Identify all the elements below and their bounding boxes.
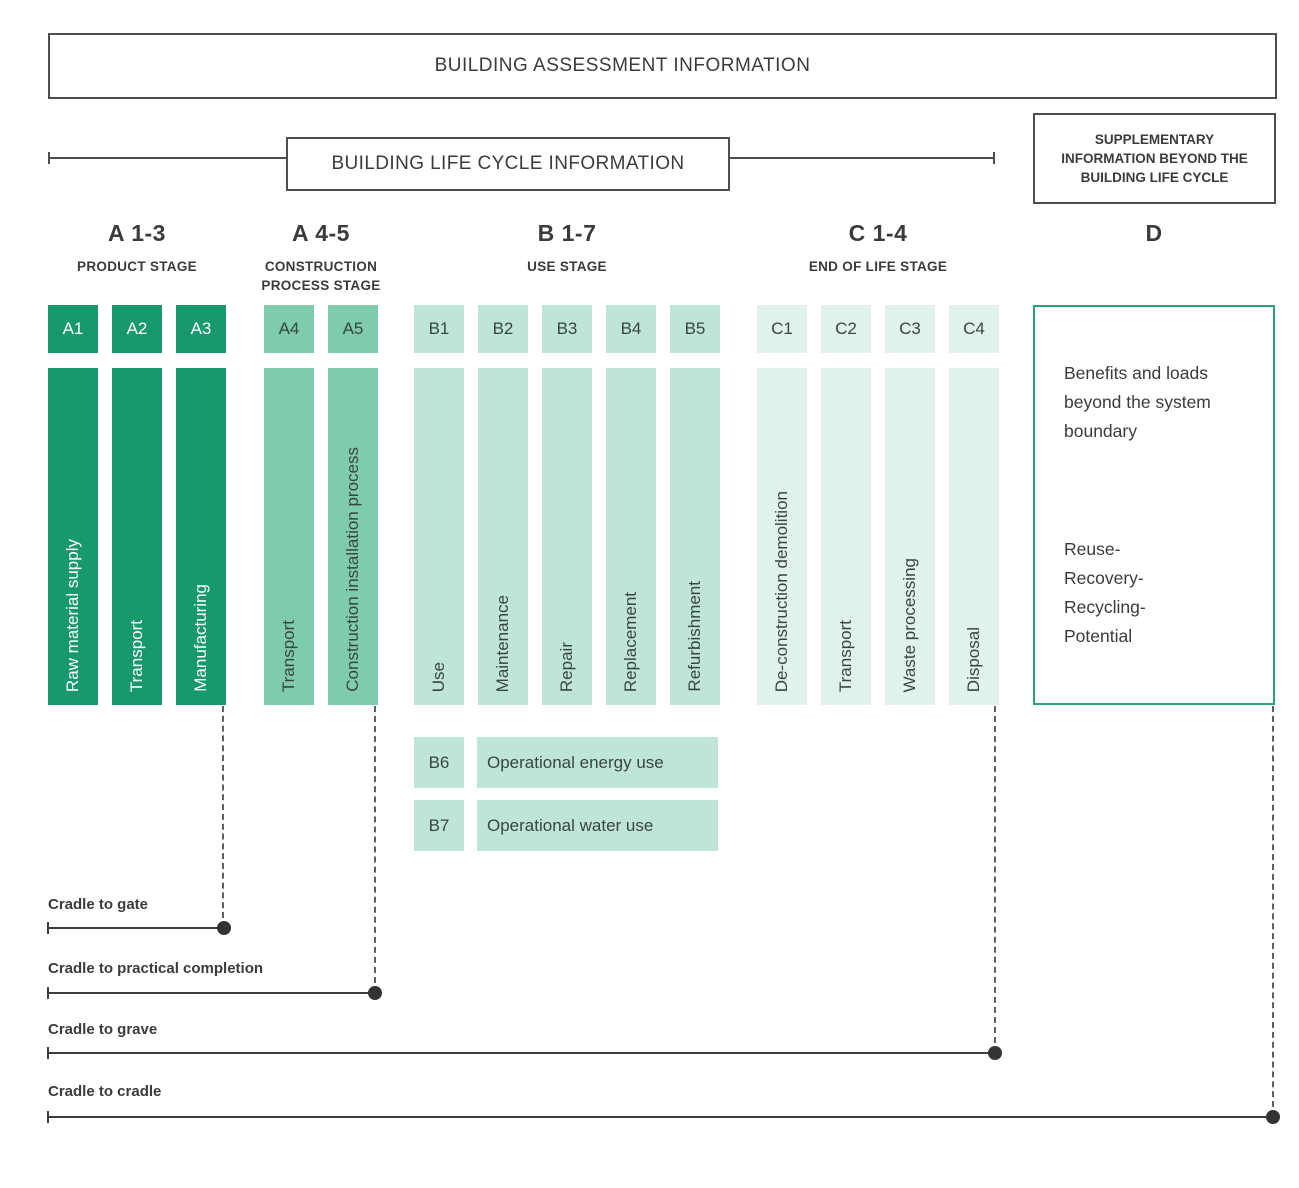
scope-tick-cradle-to-grave	[47, 1047, 49, 1059]
code-box-a3: A3	[176, 305, 226, 353]
code-box-b7: B7	[414, 800, 464, 851]
bar-c4	[949, 368, 999, 705]
stage-range-b17: B 1-7	[537, 220, 597, 246]
code-box-b3: B3	[542, 305, 592, 353]
scope-line-cradle-to-grave	[48, 1052, 995, 1054]
op-label-b6: Operational energy use	[477, 737, 718, 788]
building-assessment-title: BUILDING ASSESSMENT INFORMATION	[434, 55, 811, 76]
bar-c2	[821, 368, 871, 705]
bar-label-b2: Maintenance	[493, 594, 512, 692]
bar-label-c1: De-construction demolition	[772, 490, 791, 692]
code-box-c1: C1	[757, 305, 807, 353]
bar-label-a4: Transport	[279, 619, 298, 692]
bar-label-c3: Waste processing	[900, 557, 919, 692]
stage-range-a45: A 4-5	[292, 220, 350, 246]
code-box-c2: C2	[821, 305, 871, 353]
dotted-line-c4	[994, 706, 996, 1043]
code-box-b6: B6	[414, 737, 464, 788]
scope-label-cradle-to-practical-completion: Cradle to practical completion	[48, 960, 264, 977]
code-box-b4: B4	[606, 305, 656, 353]
d-potential-line-reuse: Reuse-	[1064, 539, 1121, 559]
code-box-c3: C3	[885, 305, 935, 353]
scope-tick-cradle-to-practical-completion	[47, 987, 49, 999]
bar-b2	[478, 368, 528, 705]
code-box-a4: A4	[264, 305, 314, 353]
bar-a5	[328, 368, 378, 705]
scope-line-cradle-to-gate	[48, 927, 224, 929]
stage-name-use: USE STAGE	[527, 259, 607, 274]
bar-a3	[176, 368, 226, 705]
lifecycle-axis-end-tick	[993, 152, 995, 164]
bar-b1	[414, 368, 464, 705]
bar-b5	[670, 368, 720, 705]
d-potential-line-potential: Potential	[1064, 626, 1133, 646]
bar-label-c4: Disposal	[964, 626, 983, 692]
stage-range-a13: A 1-3	[108, 220, 166, 246]
bar-label-a2: Transport	[127, 619, 146, 692]
bar-label-b4: Replacement	[621, 591, 640, 692]
code-box-a2: A2	[112, 305, 162, 353]
bar-label-a1: Raw material supply	[63, 538, 82, 692]
dotted-line-a3	[222, 706, 224, 918]
bar-b3	[542, 368, 592, 705]
bar-a2	[112, 368, 162, 705]
code-box-b5: B5	[670, 305, 720, 353]
dotted-line-d	[1272, 706, 1274, 1107]
stage-range-c14: C 1-4	[848, 220, 908, 246]
building-assessment-header-box	[48, 33, 1277, 99]
bar-label-c2: Transport	[836, 619, 855, 692]
bar-label-a5: Construction installation process	[343, 447, 362, 692]
stage-name-endoflife: END OF LIFE STAGE	[808, 259, 948, 274]
scope-dot-cradle-to-cradle	[1266, 1110, 1280, 1124]
scope-label-cradle-to-gate: Cradle to gate	[48, 896, 149, 913]
scope-label-cradle-to-cradle: Cradle to cradle	[48, 1083, 162, 1100]
code-box-a1: A1	[48, 305, 98, 353]
code-box-b1: B1	[414, 305, 464, 353]
d-potential-line-recovery: Recovery-	[1064, 568, 1144, 588]
stage-name-construction: CONSTRUCTION PROCESS STAGE	[261, 259, 381, 293]
op-label-b7: Operational water use	[477, 800, 718, 851]
d-potential-line-recycling: Recycling-	[1064, 597, 1146, 617]
supplementary-banner-box	[1033, 113, 1276, 204]
bar-c3	[885, 368, 935, 705]
lifecycle-axis-start-tick	[48, 152, 50, 164]
scope-line-cradle-to-practical-completion	[48, 992, 375, 994]
d-benefits-text: Benefits and loads beyond the system boundary	[1064, 363, 1211, 441]
code-box-a5: A5	[328, 305, 378, 353]
supplementary-banner-label: SUPPLEMENTARY INFORMATION BEYOND THE BUILDING LIFE CYCLE	[1061, 132, 1248, 185]
scope-tick-cradle-to-gate	[47, 922, 49, 934]
bar-label-b5: Refurbishment	[685, 581, 704, 692]
bar-a4	[264, 368, 314, 705]
lifecycle-banner-box	[286, 137, 730, 191]
bar-label-b1: Use	[429, 661, 448, 692]
scope-line-cradle-to-cradle	[48, 1116, 1273, 1118]
bar-label-b3: Repair	[557, 641, 576, 692]
stage-d-box	[1033, 305, 1275, 705]
stage-name-product: PRODUCT STAGE	[77, 259, 197, 274]
scope-dot-cradle-to-gate	[217, 921, 231, 935]
d-potential-text	[1064, 535, 1146, 651]
dotted-line-a5	[374, 706, 376, 983]
lifecycle-banner-label: BUILDING LIFE CYCLE INFORMATION	[331, 153, 685, 174]
code-box-c4: C4	[949, 305, 999, 353]
scope-dot-cradle-to-grave	[988, 1046, 1002, 1060]
scope-tick-cradle-to-cradle	[47, 1111, 49, 1123]
bar-a1	[48, 368, 98, 705]
bar-label-a3: Manufacturing	[191, 584, 210, 692]
scope-dot-cradle-to-practical-completion	[368, 986, 382, 1000]
stage-range-d: D	[1145, 220, 1163, 246]
bar-b4	[606, 368, 656, 705]
bar-c1	[757, 368, 807, 705]
code-box-b2: B2	[478, 305, 528, 353]
scope-label-cradle-to-grave: Cradle to grave	[48, 1021, 158, 1038]
